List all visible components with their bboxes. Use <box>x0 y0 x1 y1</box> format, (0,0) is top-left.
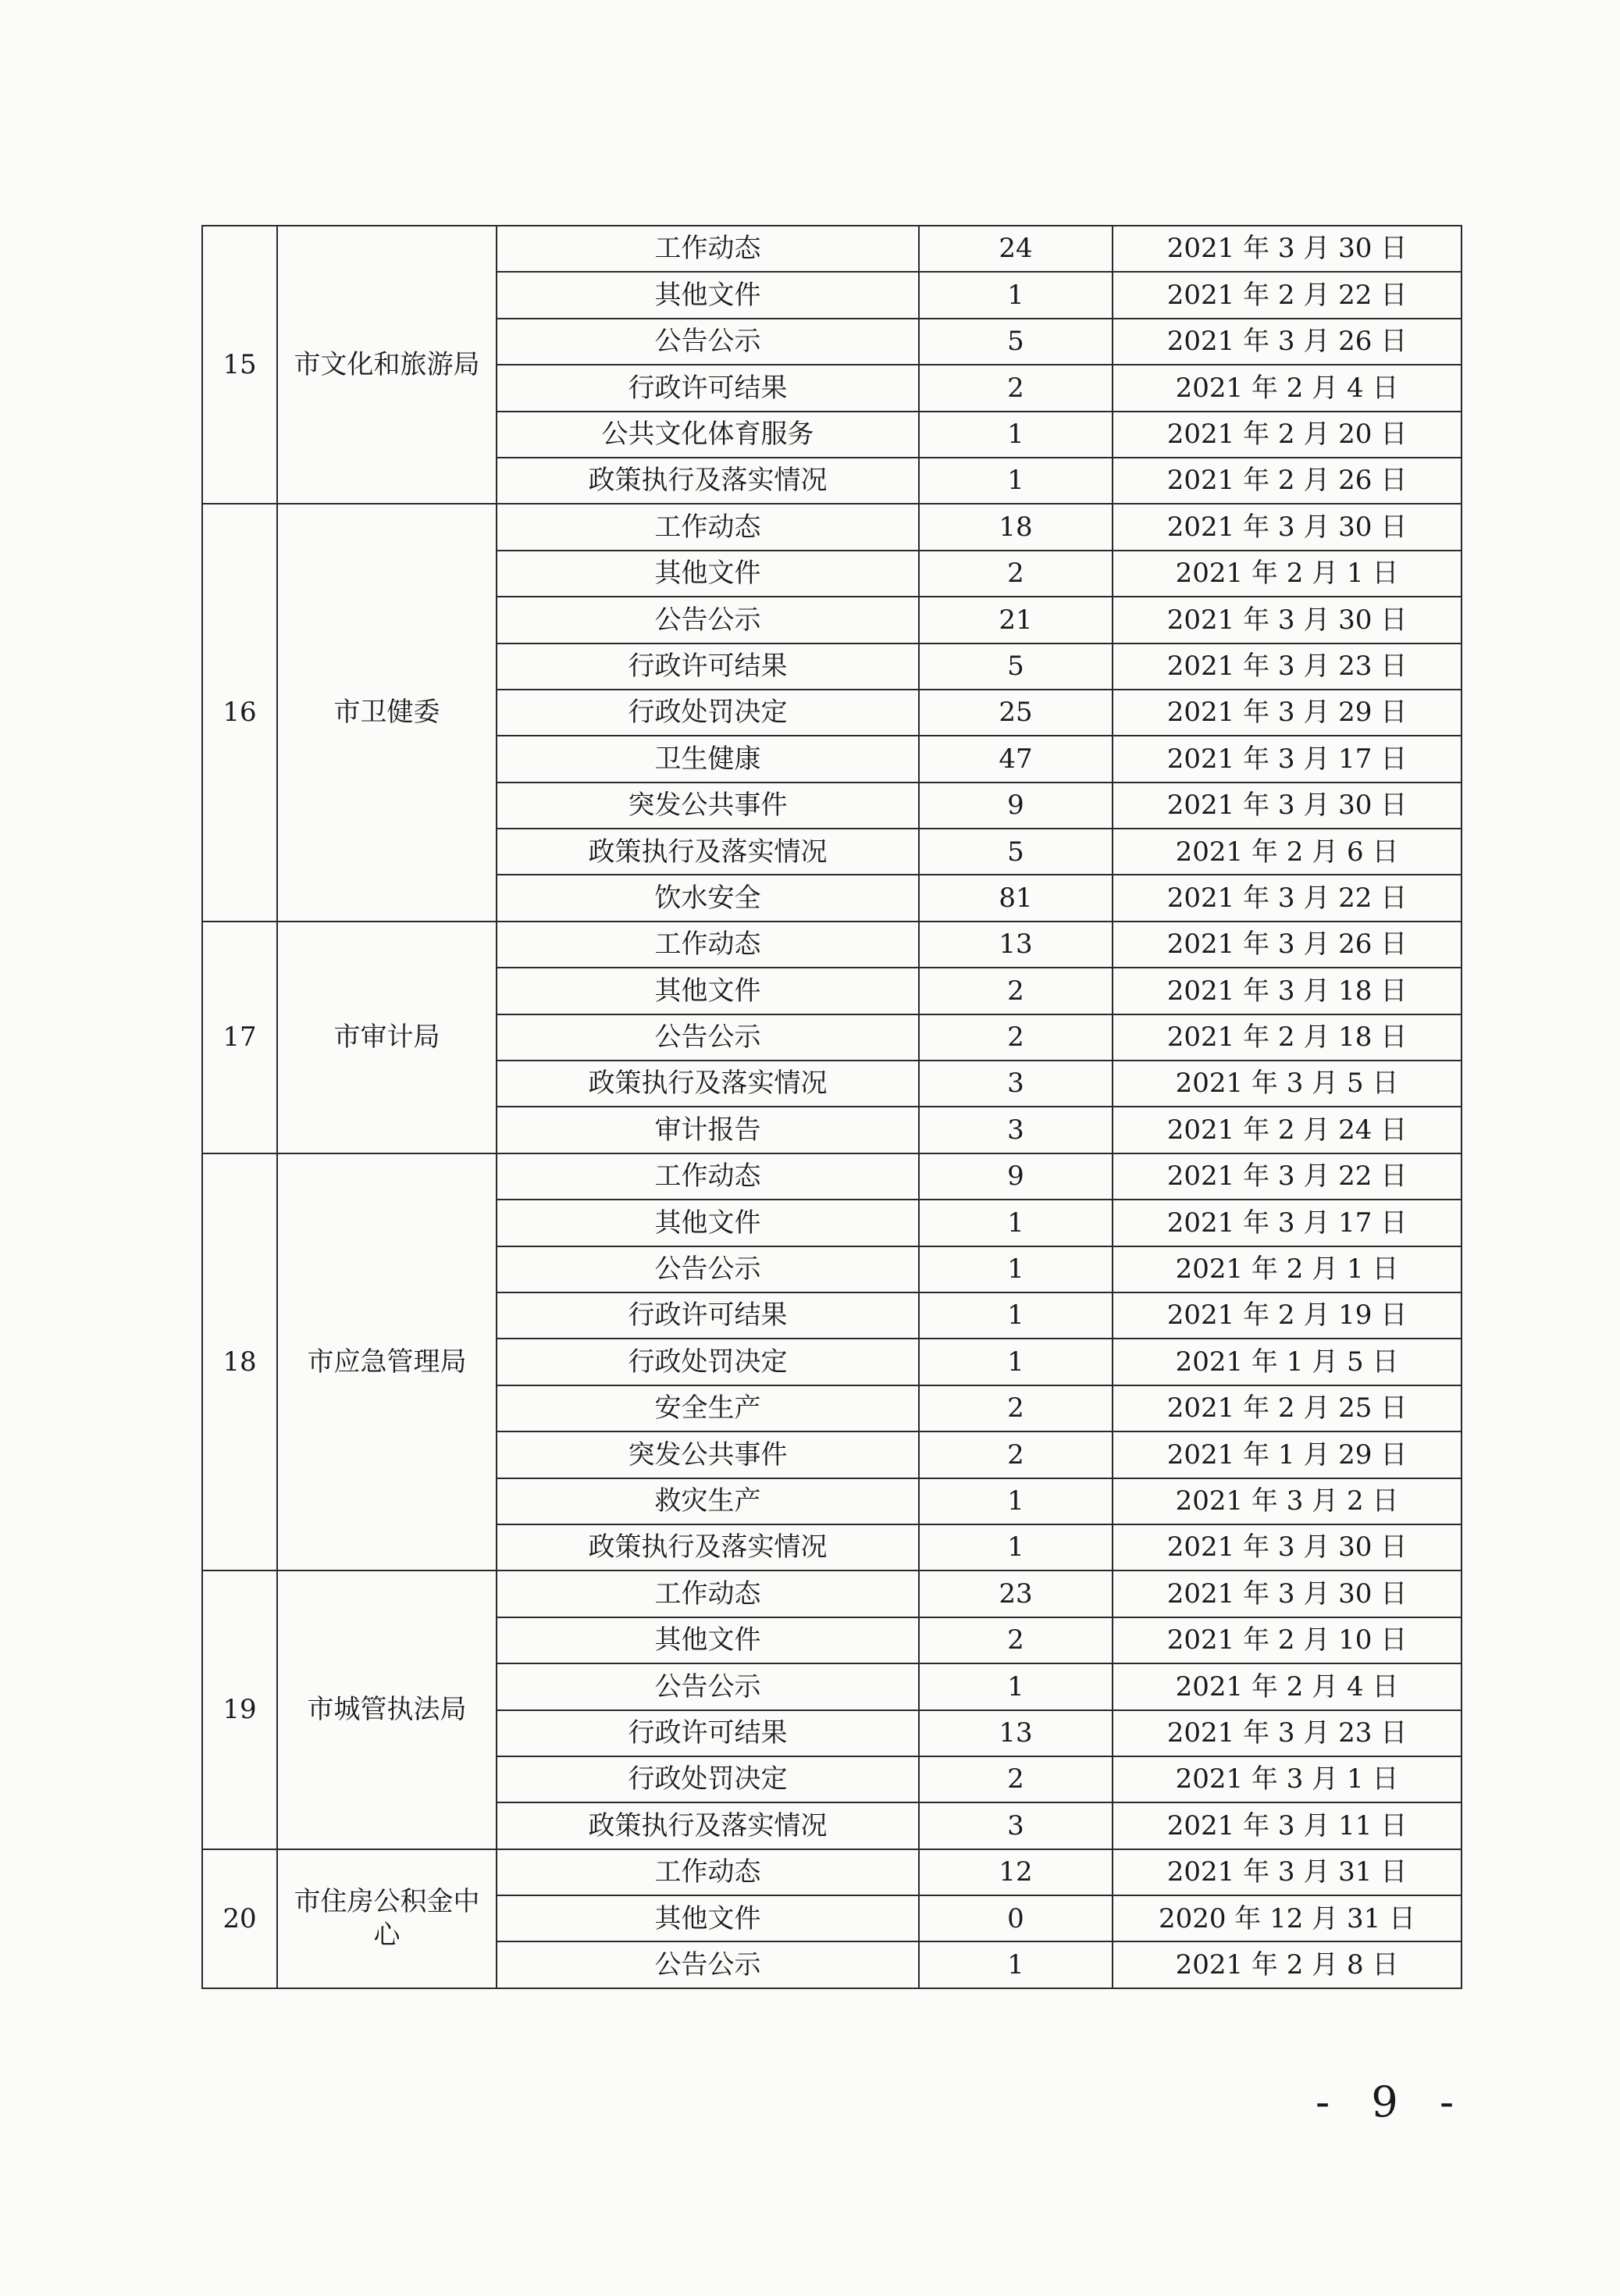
group-index: 18 <box>202 1153 277 1571</box>
date-cell: 2021 年 2 月 26 日 <box>1113 458 1462 504</box>
category-cell: 行政处罚决定 <box>497 1339 919 1385</box>
count-cell: 13 <box>919 1710 1113 1756</box>
date-cell: 2021 年 3 月 29 日 <box>1113 690 1462 736</box>
category-cell: 工作动态 <box>497 226 919 272</box>
date-cell: 2021 年 3 月 5 日 <box>1113 1061 1462 1107</box>
category-cell: 行政许可结果 <box>497 1292 919 1339</box>
date-cell: 2020 年 12 月 31 日 <box>1113 1895 1462 1941</box>
category-cell: 安全生产 <box>497 1385 919 1431</box>
category-cell: 公告公示 <box>497 597 919 643</box>
count-cell: 3 <box>919 1107 1113 1153</box>
table-row <box>202 504 1462 550</box>
category-cell: 行政处罚决定 <box>497 1756 919 1802</box>
category-cell: 公告公示 <box>497 319 919 365</box>
date-cell: 2021 年 3 月 1 日 <box>1113 1756 1462 1802</box>
category-cell: 工作动态 <box>497 1849 919 1895</box>
category-cell: 其他文件 <box>497 1200 919 1246</box>
table-row <box>202 922 1462 968</box>
date-cell: 2021 年 2 月 20 日 <box>1113 412 1462 458</box>
count-cell: 2 <box>919 1617 1113 1663</box>
count-cell: 0 <box>919 1895 1113 1941</box>
category-cell: 卫生健康 <box>497 736 919 782</box>
date-cell: 2021 年 3 月 23 日 <box>1113 644 1462 690</box>
date-cell: 2021 年 3 月 30 日 <box>1113 1570 1462 1617</box>
date-cell: 2021 年 2 月 6 日 <box>1113 829 1462 875</box>
category-cell: 政策执行及落实情况 <box>497 1061 919 1107</box>
date-cell: 2021 年 2 月 18 日 <box>1113 1014 1462 1061</box>
date-cell: 2021 年 3 月 30 日 <box>1113 504 1462 550</box>
category-cell: 审计报告 <box>497 1107 919 1153</box>
count-cell: 1 <box>919 1292 1113 1339</box>
count-cell: 47 <box>919 736 1113 782</box>
category-cell: 其他文件 <box>497 551 919 597</box>
category-cell: 其他文件 <box>497 968 919 1014</box>
count-cell: 2 <box>919 1431 1113 1478</box>
date-cell: 2021 年 3 月 30 日 <box>1113 597 1462 643</box>
department-name: 市应急管理局 <box>277 1153 497 1571</box>
count-cell: 9 <box>919 1153 1113 1200</box>
category-cell: 工作动态 <box>497 504 919 550</box>
category-cell: 突发公共事件 <box>497 1431 919 1478</box>
table-row <box>202 1570 1462 1617</box>
category-cell: 政策执行及落实情况 <box>497 458 919 504</box>
category-cell: 行政处罚决定 <box>497 690 919 736</box>
count-cell: 12 <box>919 1849 1113 1895</box>
group-index: 20 <box>202 1849 277 1988</box>
count-cell: 1 <box>919 1246 1113 1292</box>
category-cell: 公告公示 <box>497 1663 919 1710</box>
table-body <box>202 226 1462 1988</box>
date-cell: 2021 年 3 月 26 日 <box>1113 319 1462 365</box>
date-cell: 2021 年 2 月 1 日 <box>1113 551 1462 597</box>
date-cell: 2021 年 3 月 30 日 <box>1113 783 1462 829</box>
count-cell: 3 <box>919 1802 1113 1849</box>
group-index: 16 <box>202 504 277 922</box>
category-cell: 救灾生产 <box>497 1478 919 1524</box>
date-cell: 2021 年 2 月 25 日 <box>1113 1385 1462 1431</box>
category-cell: 政策执行及落实情况 <box>497 1524 919 1570</box>
department-name: 市文化和旅游局 <box>277 226 497 504</box>
date-cell: 2021 年 2 月 4 日 <box>1113 365 1462 411</box>
department-name: 市住房公积金中心 <box>277 1849 497 1988</box>
department-name: 市审计局 <box>277 922 497 1153</box>
group-index: 17 <box>202 922 277 1153</box>
count-cell: 2 <box>919 551 1113 597</box>
count-cell: 1 <box>919 412 1113 458</box>
table-row <box>202 226 1462 272</box>
count-cell: 3 <box>919 1061 1113 1107</box>
department-name: 市城管执法局 <box>277 1570 497 1849</box>
category-cell: 公共文化体育服务 <box>497 412 919 458</box>
date-cell: 2021 年 2 月 19 日 <box>1113 1292 1462 1339</box>
date-cell: 2021 年 3 月 22 日 <box>1113 1153 1462 1200</box>
count-cell: 2 <box>919 1014 1113 1061</box>
category-cell: 工作动态 <box>497 1570 919 1617</box>
date-cell: 2021 年 1 月 5 日 <box>1113 1339 1462 1385</box>
count-cell: 25 <box>919 690 1113 736</box>
category-cell: 政策执行及落实情况 <box>497 829 919 875</box>
count-cell: 18 <box>919 504 1113 550</box>
count-cell: 1 <box>919 1339 1113 1385</box>
count-cell: 5 <box>919 644 1113 690</box>
category-cell: 行政许可结果 <box>497 644 919 690</box>
date-cell: 2021 年 3 月 17 日 <box>1113 736 1462 782</box>
count-cell: 9 <box>919 783 1113 829</box>
count-cell: 21 <box>919 597 1113 643</box>
category-cell: 行政许可结果 <box>497 1710 919 1756</box>
category-cell: 公告公示 <box>497 1246 919 1292</box>
date-cell: 2021 年 3 月 11 日 <box>1113 1802 1462 1849</box>
date-cell: 2021 年 3 月 2 日 <box>1113 1478 1462 1524</box>
date-cell: 2021 年 3 月 22 日 <box>1113 875 1462 921</box>
category-cell: 政策执行及落实情况 <box>497 1802 919 1849</box>
table-row <box>202 1153 1462 1200</box>
count-cell: 1 <box>919 1478 1113 1524</box>
table-row <box>202 1849 1462 1895</box>
category-cell: 公告公示 <box>497 1014 919 1061</box>
count-cell: 1 <box>919 458 1113 504</box>
date-cell: 2021 年 2 月 1 日 <box>1113 1246 1462 1292</box>
category-cell: 工作动态 <box>497 922 919 968</box>
date-cell: 2021 年 2 月 10 日 <box>1113 1617 1462 1663</box>
date-cell: 2021 年 3 月 18 日 <box>1113 968 1462 1014</box>
count-cell: 1 <box>919 1941 1113 1988</box>
date-cell: 2021 年 2 月 22 日 <box>1113 272 1462 318</box>
category-cell: 其他文件 <box>497 1895 919 1941</box>
count-cell: 2 <box>919 1385 1113 1431</box>
date-cell: 2021 年 3 月 23 日 <box>1113 1710 1462 1756</box>
date-cell: 2021 年 3 月 30 日 <box>1113 1524 1462 1570</box>
count-cell: 2 <box>919 1756 1113 1802</box>
category-cell: 突发公共事件 <box>497 783 919 829</box>
category-cell: 其他文件 <box>497 1617 919 1663</box>
date-cell: 2021 年 2 月 8 日 <box>1113 1941 1462 1988</box>
category-cell: 饮水安全 <box>497 875 919 921</box>
date-cell: 2021 年 2 月 24 日 <box>1113 1107 1462 1153</box>
count-cell: 24 <box>919 226 1113 272</box>
category-cell: 公告公示 <box>497 1941 919 1988</box>
page-number: - 9 - <box>1316 2077 1469 2127</box>
category-cell: 其他文件 <box>497 272 919 318</box>
category-cell: 行政许可结果 <box>497 365 919 411</box>
count-cell: 1 <box>919 272 1113 318</box>
count-cell: 1 <box>919 1524 1113 1570</box>
count-cell: 13 <box>919 922 1113 968</box>
count-cell: 1 <box>919 1200 1113 1246</box>
count-cell: 23 <box>919 1570 1113 1617</box>
count-cell: 1 <box>919 1663 1113 1710</box>
disclosure-table <box>201 225 1462 1989</box>
count-cell: 81 <box>919 875 1113 921</box>
count-cell: 2 <box>919 365 1113 411</box>
count-cell: 5 <box>919 829 1113 875</box>
date-cell: 2021 年 3 月 17 日 <box>1113 1200 1462 1246</box>
date-cell: 2021 年 2 月 4 日 <box>1113 1663 1462 1710</box>
date-cell: 2021 年 3 月 31 日 <box>1113 1849 1462 1895</box>
count-cell: 5 <box>919 319 1113 365</box>
date-cell: 2021 年 1 月 29 日 <box>1113 1431 1462 1478</box>
category-cell: 工作动态 <box>497 1153 919 1200</box>
date-cell: 2021 年 3 月 26 日 <box>1113 922 1462 968</box>
department-name: 市卫健委 <box>277 504 497 922</box>
group-index: 19 <box>202 1570 277 1849</box>
date-cell: 2021 年 3 月 30 日 <box>1113 226 1462 272</box>
group-index: 15 <box>202 226 277 504</box>
count-cell: 2 <box>919 968 1113 1014</box>
